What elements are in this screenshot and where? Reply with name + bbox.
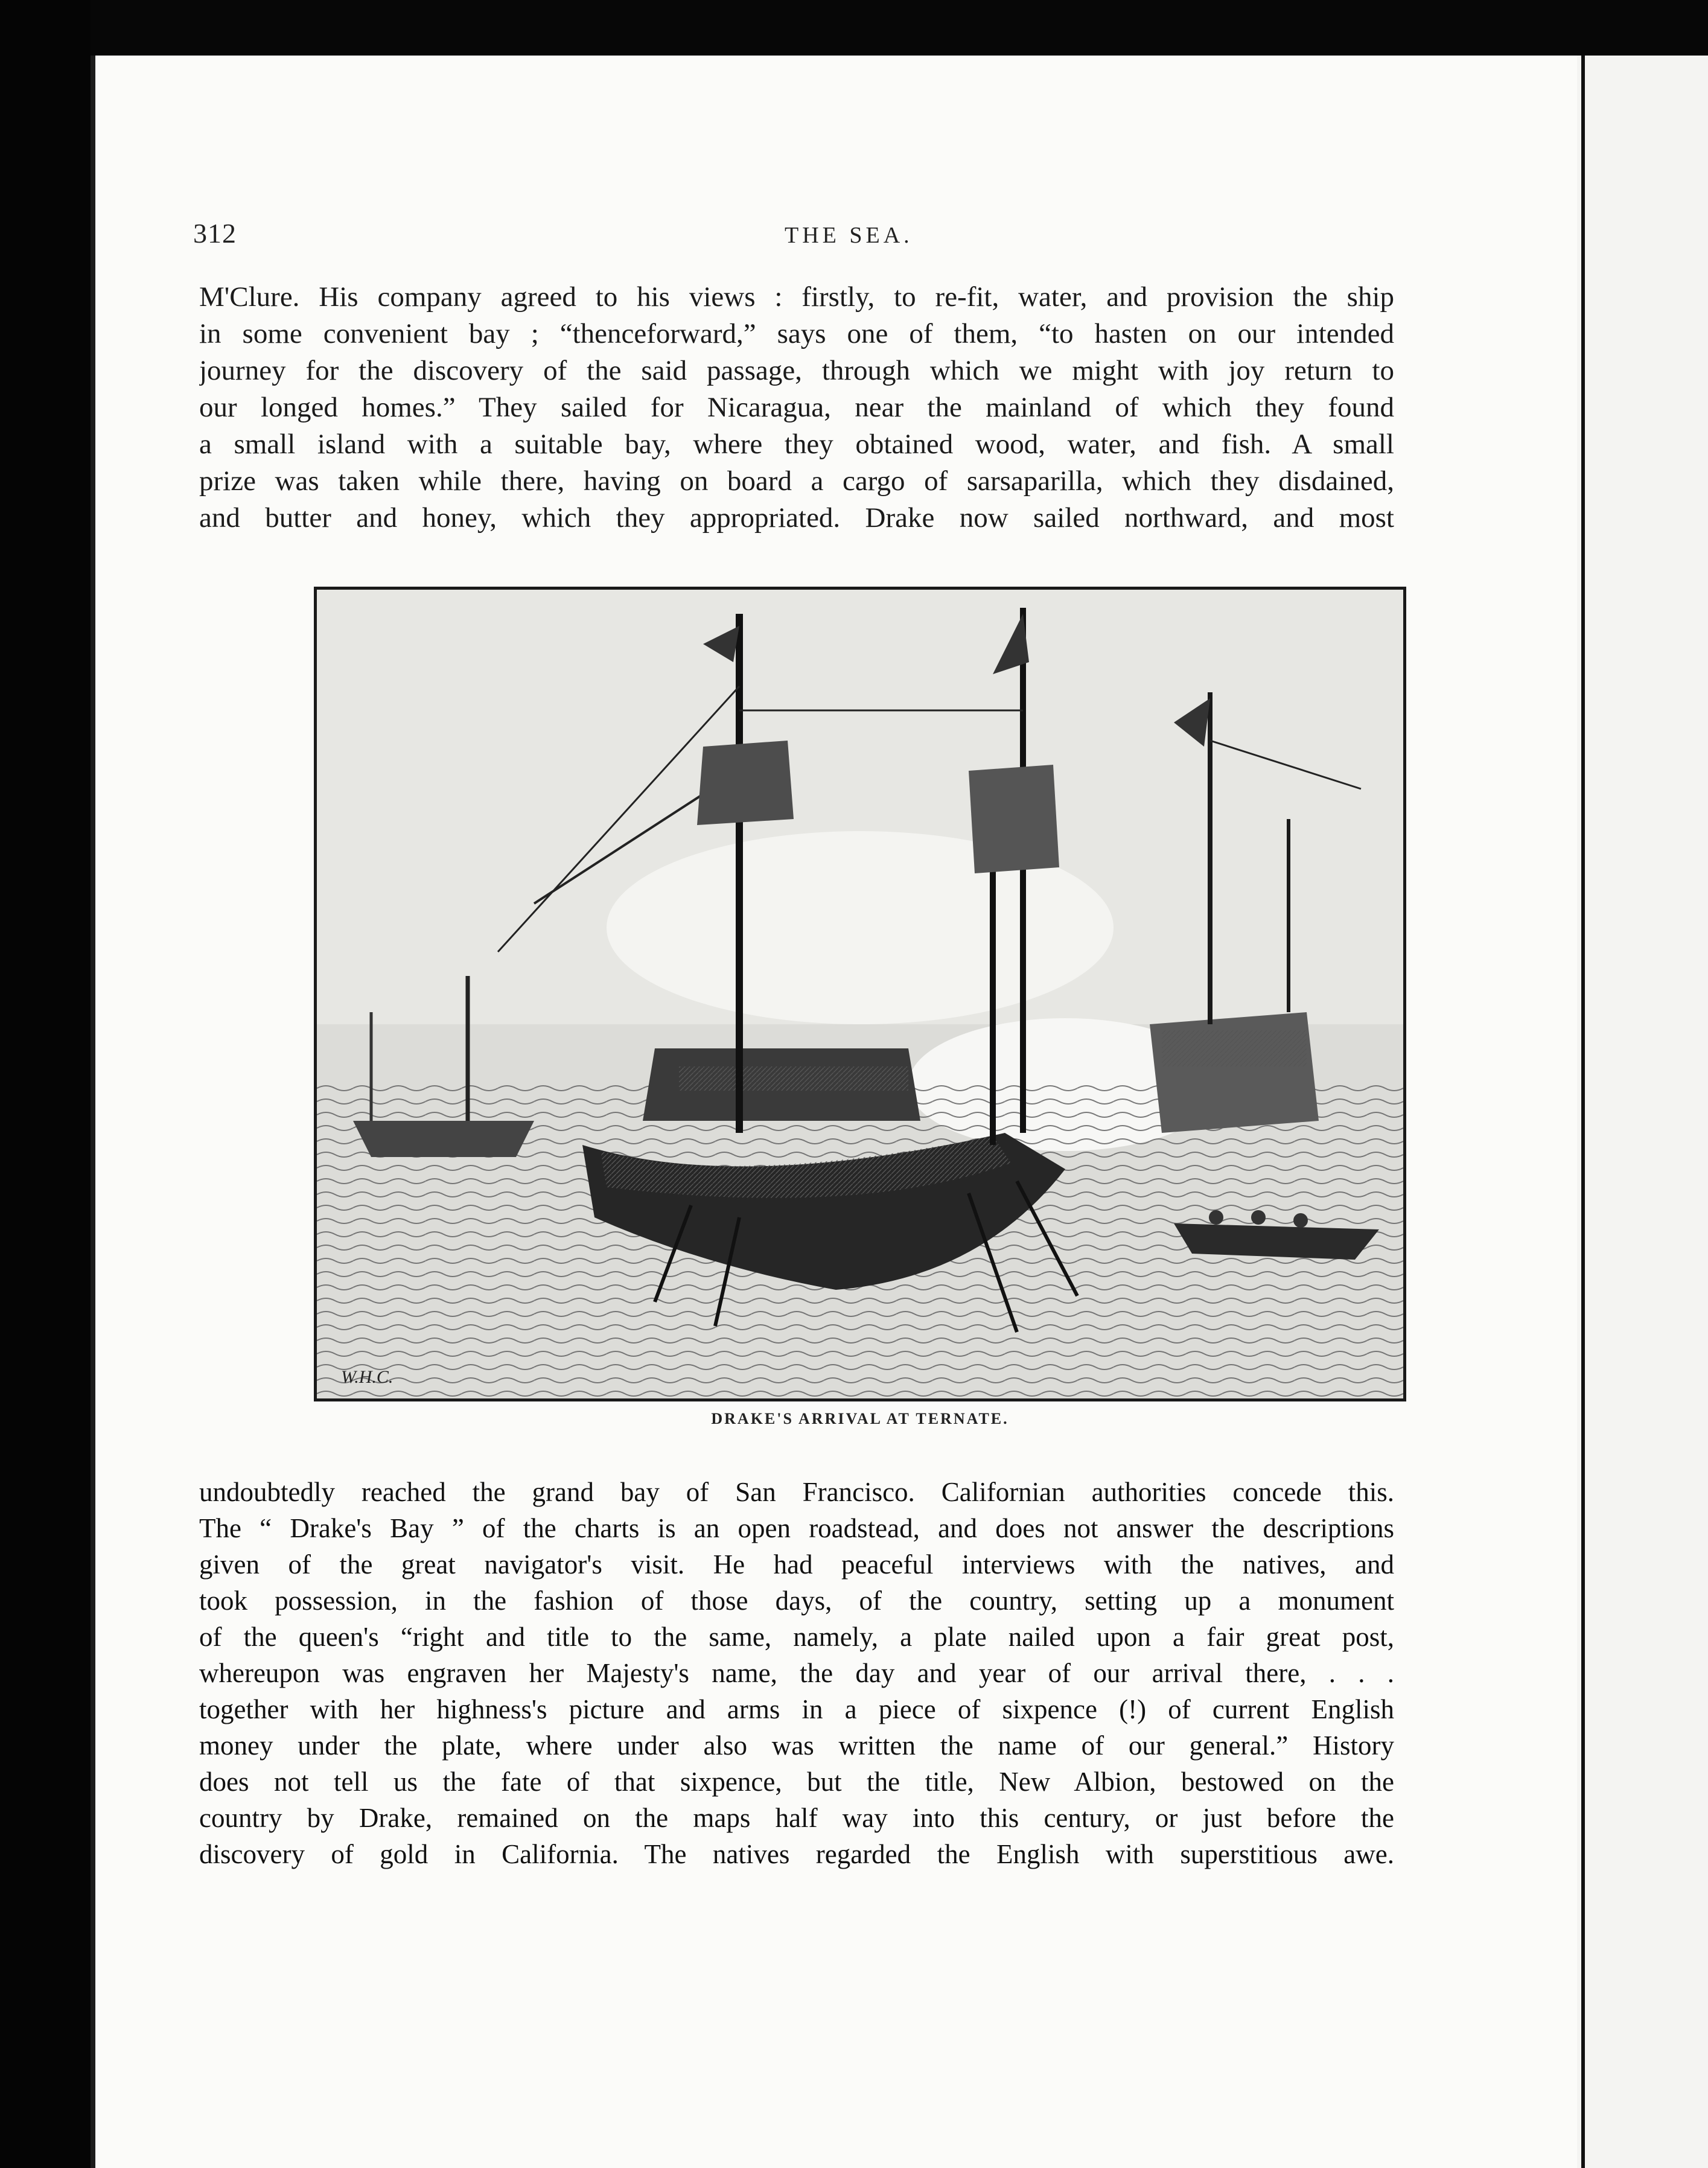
page-number: 312: [193, 218, 237, 249]
figure-caption: DRAKE'S ARRIVAL AT TERNATE.: [711, 1410, 1009, 1427]
text-line: our longed homes.” They sailed for Nicaragua, near the mainland of which they found: [199, 392, 1394, 423]
text-line: journey for the discovery of the said passage, through which we might with joy return to: [199, 355, 1394, 386]
page-gutter: [1581, 56, 1585, 2168]
running-title: THE SEA.: [785, 223, 913, 248]
text-line: in some convenient bay ; “thenceforward,” says one of them, “to hasten on our intended: [199, 318, 1394, 349]
text-line: discovery of gold in California. The natives regarded the English with superstitious awe.: [199, 1839, 1394, 1869]
paragraph-bottom: [199, 1474, 1394, 1872]
text-line: The “ Drake's Bay ” of the charts is an open roadstead, and does not answer the descriptions: [199, 1513, 1394, 1543]
ships-engraving: [317, 590, 1403, 1398]
scan-border-left: [0, 0, 91, 2168]
text-line: country by Drake, remained on the maps half way into this century, or just before the: [199, 1803, 1394, 1833]
text-line: a small island with a suitable bay, where they obtained wood, water, and fish. A small: [199, 429, 1394, 460]
text-line: took possession, in the fashion of those days, of the country, setting up a monument: [199, 1586, 1394, 1616]
text-line: undoubtedly reached the grand bay of San Francisco. Californian authorities concede this.: [199, 1477, 1394, 1507]
text-line: does not tell us the fate of that sixpence, but the title, New Albion, bestowed on the: [199, 1767, 1394, 1797]
text-line: prize was taken while there, having on board a cargo of sarsaparilla, which they disdained,: [199, 465, 1394, 497]
text-line: whereupon was engraven her Majesty's name, the day and year of our arrival there, . . .: [199, 1658, 1394, 1688]
text-line: together with her highness's picture and arms in a piece of sixpence (!) of current English: [199, 1694, 1394, 1724]
artist-signature: W.H.C.: [341, 1367, 394, 1387]
engraving-illustration: [314, 587, 1406, 1401]
text-line: and butter and honey, which they appropriated. Drake now sailed northward, and most: [199, 502, 1394, 534]
paragraph-top: [199, 279, 1394, 537]
text-line: money under the plate, where under also was written the name of our general.” History: [199, 1730, 1394, 1761]
text-line: of the queen's “right and title to the same, namely, a plate nailed upon a fair great post,: [199, 1622, 1394, 1652]
adjacent-page-edge: [1572, 56, 1708, 2168]
scan-border-top: [0, 0, 1708, 56]
text-line: given of the great navigator's visit. He had peaceful interviews with the natives, and: [199, 1549, 1394, 1580]
text-line: M'Clure. His company agreed to his views : firstly, to re-fit, water, and provision the ship: [199, 281, 1394, 313]
